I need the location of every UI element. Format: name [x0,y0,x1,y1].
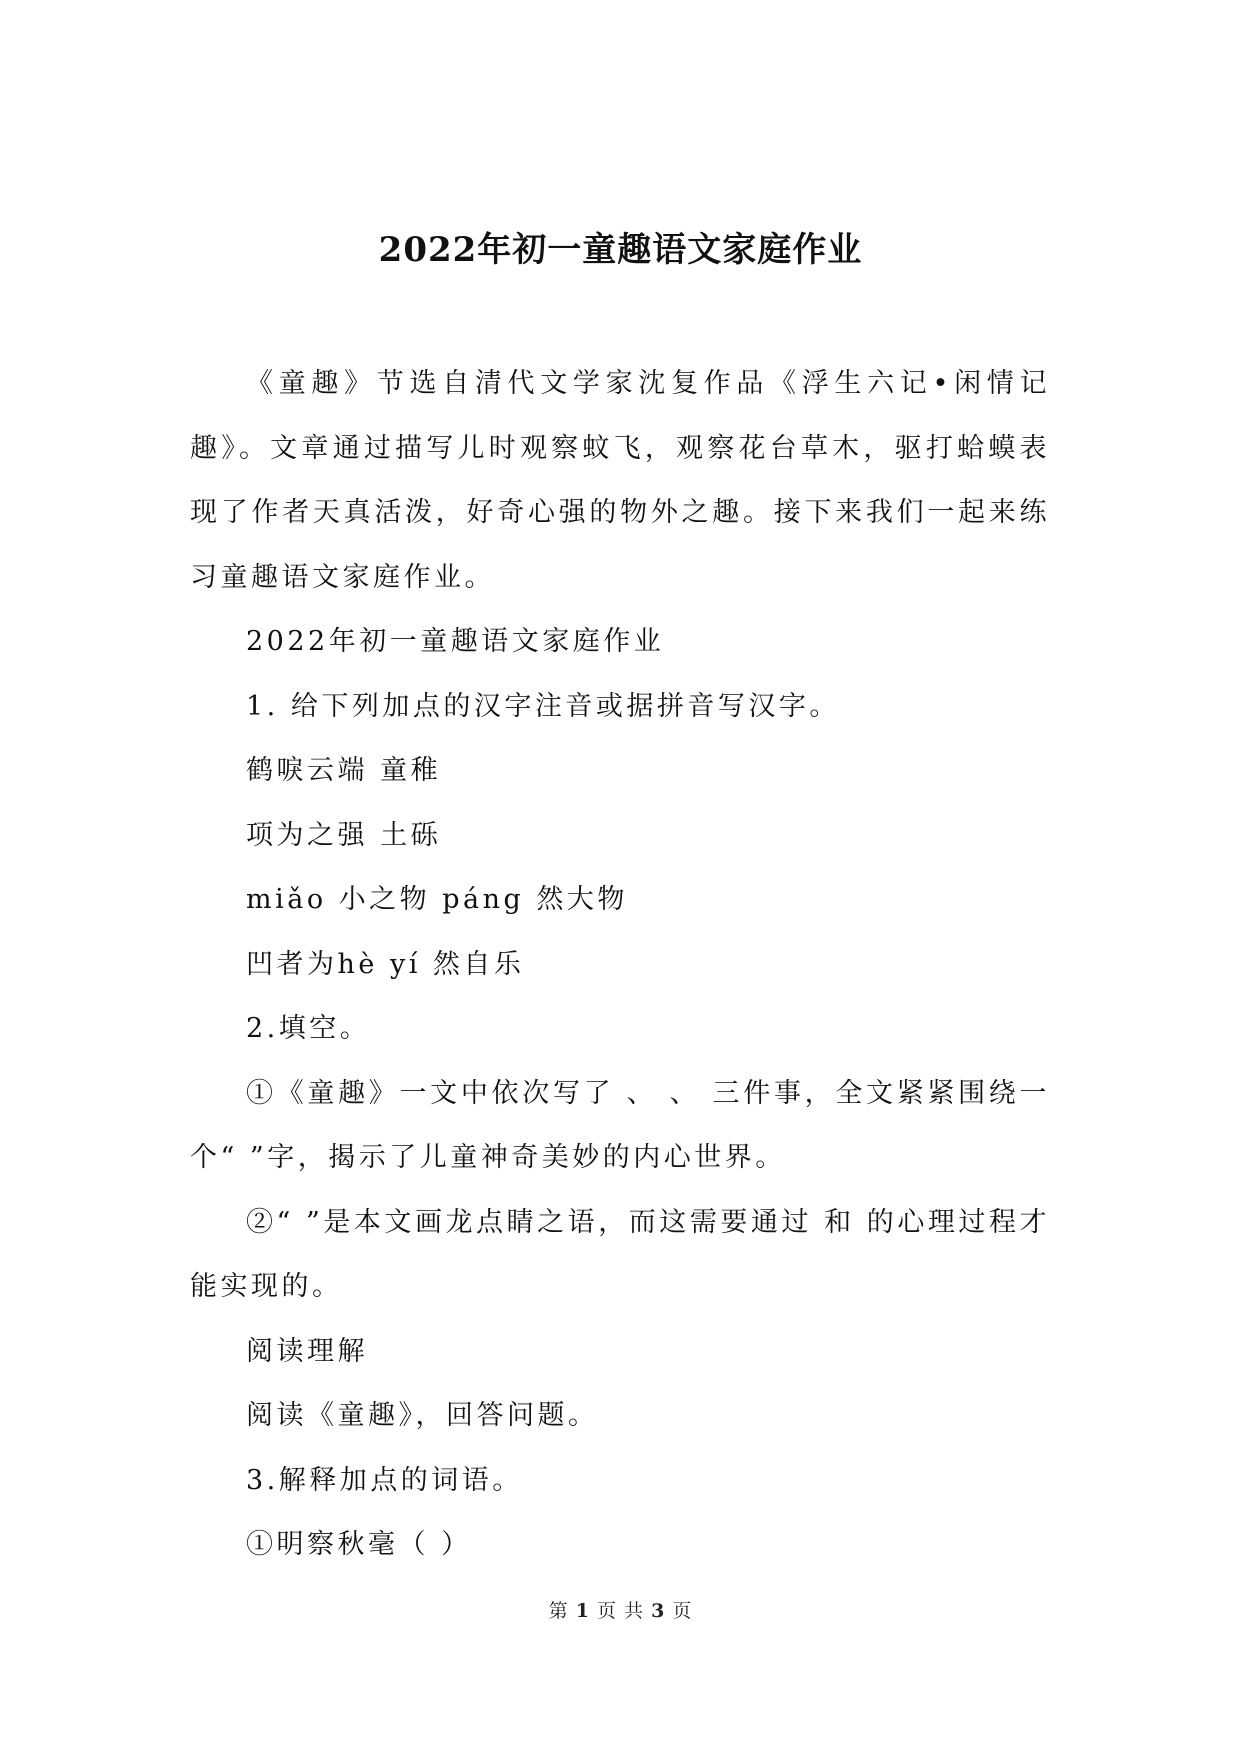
question-2: 2.填空。 [246,1013,371,1044]
footer-suffix: 页 [672,1600,693,1622]
document-title: 2022年初一童趣语文家庭作业 [378,230,863,270]
reading-instruction: 阅读《童趣》，回答问题。 [246,1400,599,1431]
footer-middle: 页 共 [596,1600,645,1622]
question-1-line-2: 项为之强 土砾 [246,819,442,851]
reading-section-heading: 阅读理解 [246,1335,368,1367]
page-footer [0,1596,1241,1623]
intro-paragraph: 《童趣》节选自清代文学家沈复作品《浮生六记•闲情记趣》。文章通过描写儿时观察蚊飞，观察花台草木，驱打蛤蟆表现了作者天真活泼，好奇心强的物外之趣。接下来我们一起来练习童趣语文家庭作业。 [190,368,1050,593]
question-1: 1. 给下列加点的汉字注音或据拼音写汉字。 [246,690,840,722]
footer-prefix: 第 [548,1600,569,1622]
question-2-item-2: ②“ ”是本文画龙点睛之语，而这需要通过 和 的心理过程才能实现的。 [190,1206,1050,1302]
question-1-line-1: 鹤唳云端 童稚 [246,755,442,786]
question-1-line-4: 凹者为hè yí 然自乐 [246,948,525,980]
question-3-item-1: ①明察秋毫（ ） [246,1529,472,1560]
footer-current-page: 1 [575,1600,590,1622]
document-body [190,352,1050,1578]
question-3: 3.解释加点的词语。 [246,1464,523,1496]
footer-total-pages: 3 [651,1600,666,1622]
question-1-line-3: miǎo 小之物 páng 然大物 [246,884,628,915]
question-2-item-1: ①《童趣》一文中依次写了 、 、 三件事，全文紧紧围绕一个“ ”字，揭示了儿童神奇美妙的内心世界。 [190,1077,1050,1173]
subtitle-line: 2022年初一童趣语文家庭作业 [246,626,665,657]
